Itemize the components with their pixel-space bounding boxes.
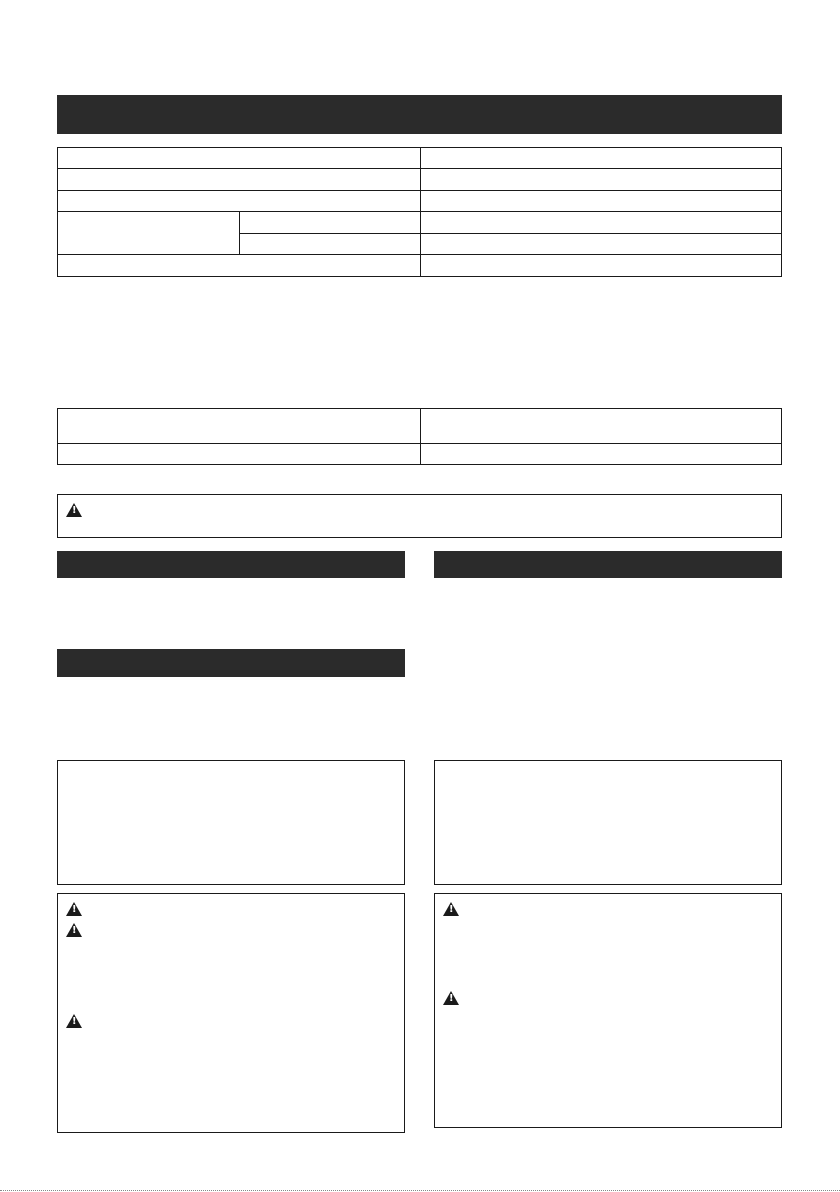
page-bottom-rule (0, 1190, 840, 1191)
second-table-row-line (58, 443, 781, 444)
warning-icon (66, 503, 82, 517)
section-header-right-1 (434, 551, 782, 578)
page-title-bar (57, 95, 782, 134)
spec-table-row-line (58, 190, 781, 191)
warning-icon (66, 902, 82, 916)
second-table (57, 408, 782, 465)
section-header-left-2 (57, 649, 405, 677)
warning-icon (66, 923, 82, 937)
spec-table-row-line (58, 211, 781, 212)
spec-table (57, 147, 782, 277)
second-table-col-divider (420, 409, 421, 464)
spec-table-row-line (239, 233, 781, 234)
warning-icon (66, 1014, 82, 1028)
spec-table-row-line (58, 168, 781, 169)
warning-icon (443, 991, 459, 1005)
warning-box-wide (57, 494, 782, 538)
note-box-left (57, 760, 405, 885)
spec-table-row-line (58, 254, 781, 255)
caution-box-left (57, 893, 405, 1133)
section-header-left-1 (57, 551, 405, 578)
warning-icon (443, 902, 459, 916)
caution-box-right (434, 893, 782, 1128)
note-box-right (434, 760, 782, 885)
